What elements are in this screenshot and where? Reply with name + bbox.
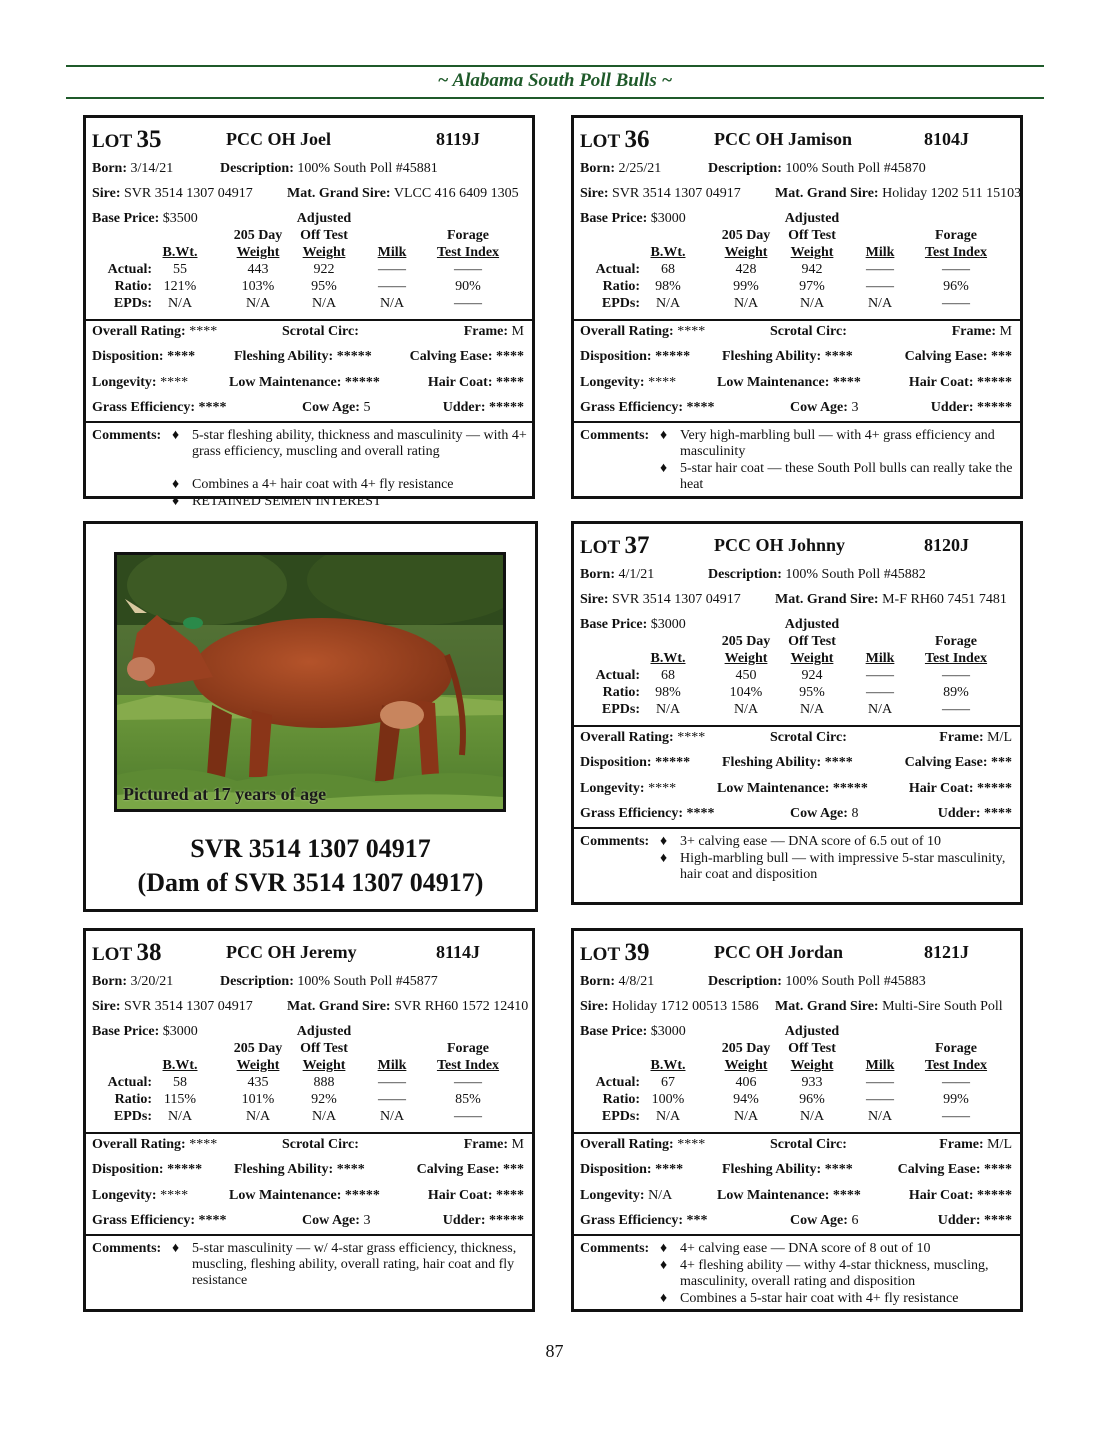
bull-name: PCC OH Jamison — [714, 129, 853, 149]
table-cell: —— — [866, 1075, 894, 1090]
low-maintenance: Low Maintenance: ***** — [229, 375, 380, 390]
table-cell: —— — [378, 1092, 406, 1107]
fleshing-ability: Fleshing Ability: ***** — [234, 349, 372, 364]
table-cell: N/A — [799, 1109, 825, 1124]
table-cell: N/A — [733, 1109, 759, 1124]
table-cell: 98% — [655, 279, 681, 294]
table-cell: 942 — [801, 262, 823, 277]
lot-header — [580, 526, 1014, 558]
table-cell: —— — [454, 262, 482, 277]
frame: Frame: M/L — [939, 1137, 1012, 1152]
table-cell: N/A — [379, 1109, 405, 1124]
disposition: Disposition: ***** — [580, 349, 691, 364]
comment-text: 4+ fleshing ability — withy 4-star thickness, muscling, masculinity, overall rating and disposition — [680, 1258, 989, 1289]
longevity: Longevity: **** — [580, 375, 677, 390]
disposition: Disposition: **** — [580, 1162, 684, 1177]
table-cell: 95% — [799, 685, 825, 700]
low-maintenance: Low Maintenance: ***** — [717, 781, 868, 796]
lot-header — [92, 933, 526, 965]
lot-number: LOT 35 — [92, 126, 162, 153]
table-cell: —— — [454, 1075, 482, 1090]
lot-number: LOT 38 — [92, 939, 162, 966]
longevity: Longevity: **** — [580, 781, 677, 796]
diamond-bullet-icon: ♦ — [660, 851, 668, 866]
table-cell: 94% — [733, 1092, 759, 1107]
overall-rating: Overall Rating: **** — [92, 1137, 218, 1152]
table-cell: N/A — [379, 296, 405, 311]
longevity: Longevity: **** — [92, 1188, 189, 1203]
lot-number: LOT 39 — [580, 939, 650, 966]
table-cell: 96% — [943, 279, 969, 294]
table-cell: —— — [378, 262, 406, 277]
sire-row: Sire: SVR 3514 1307 04917 Mat. Grand Sire: Holiday 1202 511 15103 — [580, 186, 1022, 201]
born-row: Born: 2/25/21 Description: 100% South Poll #45870 — [580, 161, 926, 176]
table-cell: N/A — [799, 296, 825, 311]
table-cell: 103% — [241, 279, 275, 294]
table-cell: 115% — [163, 1092, 197, 1107]
cow-age: Cow Age: 5 — [302, 400, 371, 415]
table-cell: 97% — [799, 279, 825, 294]
comment-text: 5-star fleshing ability, thickness and masculinity — with 4+ grass efficiency, muscling and overall rating — [192, 428, 527, 459]
comment-text: Combines a 4+ hair coat with 4+ fly resistance — [192, 477, 454, 492]
fleshing-ability: Fleshing Ability: **** — [722, 1162, 853, 1177]
table-cell: 443 — [247, 262, 269, 277]
cow-image — [117, 555, 503, 809]
diamond-bullet-icon: ♦ — [660, 1291, 668, 1306]
table-cell: N/A — [245, 296, 271, 311]
table-cell: 90% — [455, 279, 481, 294]
comment-text: 5-star masculinity — w/ 4-star grass efficiency, thickness, muscling, fleshing ability, overall rating, hair coat and fly resistance — [192, 1241, 517, 1288]
grass-efficiency: Grass Efficiency: **** — [92, 1213, 227, 1228]
sire-row: Sire: SVR 3514 1307 04917 Mat. Grand Sire: VLCC 416 6409 1305 — [92, 186, 519, 201]
lot-card: LOT 35 PCC OH Joel 8119J Born: 3/14/21 Description: 100% South Poll #45881 Sire: SVR 3514 1307 04917 Mat. Grand Sire: VLCC 416 6409 1305 Base Price: $3500 Adjusted 205 Day Off Test Forage B.Wt. Weight Weight Milk Test Index Actual: Ratio: EPDs: 55 443 922 —— —— 121% 103% 95% —— 90% N/A N/A N/A N/A —— Overall Rating: **** Scrotal Circ: Frame: M Disposition: **** Fleshing Ability: ***** Calving Ease: **** Longevity: **** Low Maintenance: ***** Hair Coat: **** Grass Efficiency: **** Cow Age: 5 Udder: ***** Comments: ♦ 5-star fleshing ability, thickness and masculinity — with 4+ grass efficiency, muscling and overall rating ♦ Combines a 4+ hair coat with 4+ fly resistance ♦ RETAINED SEMEN INTEREST — [83, 115, 535, 499]
table-cell: N/A — [655, 702, 681, 717]
scrotal-circ: Scrotal Circ: — [770, 1137, 847, 1152]
table-cell: 99% — [733, 279, 759, 294]
table-cell: 67 — [661, 1075, 675, 1090]
table-cell: 85% — [455, 1092, 481, 1107]
udder: Udder: ***** — [442, 400, 524, 415]
base-price-row: Base Price: $3000 — [580, 211, 686, 226]
table-cell: N/A — [733, 296, 759, 311]
born-row: Born: 3/20/21 Description: 100% South Poll #45877 — [92, 974, 438, 989]
divider — [574, 725, 1020, 727]
diamond-bullet-icon: ♦ — [660, 834, 668, 849]
divider — [574, 1132, 1020, 1134]
bull-name: PCC OH Jordan — [714, 942, 844, 962]
overall-rating: Overall Rating: **** — [580, 1137, 706, 1152]
calving-ease: Calving Ease: **** — [897, 1162, 1012, 1177]
diamond-bullet-icon: ♦ — [172, 428, 180, 443]
scrotal-circ: Scrotal Circ: — [282, 324, 359, 339]
table-cell: 121% — [163, 279, 197, 294]
table-cell: 101% — [241, 1092, 275, 1107]
fleshing-ability: Fleshing Ability: **** — [722, 349, 853, 364]
divider — [574, 1234, 1020, 1236]
bull-name: PCC OH Joel — [226, 129, 331, 149]
grass-efficiency: Grass Efficiency: **** — [580, 806, 715, 821]
table-cell: N/A — [245, 1109, 271, 1124]
table-cell: N/A — [167, 1109, 193, 1124]
table-cell: —— — [942, 262, 970, 277]
frame: Frame: M — [463, 324, 524, 339]
table-cell: —— — [866, 685, 894, 700]
hair-coat: Hair Coat: **** — [427, 1188, 524, 1203]
fleshing-ability: Fleshing Ability: **** — [234, 1162, 365, 1177]
lot-card: LOT 39 PCC OH Jordan 8121J Born: 4/8/21 Description: 100% South Poll #45883 Sire: Holiday 1712 00513 1586 Mat. Grand Sire: Multi-Sire South Poll Base Price: $3000 Adjusted 205 Day Off Test Forage B.Wt. Weight Weight Milk Test Index Actual: Ratio: EPDs: 67 406 933 —— —— 100% 94% 96% —— 99% N/A N/A N/A N/A —— Overall Rating: **** Scrotal Circ: Frame: M/L Disposition: **** Fleshing Ability: **** Calving Ease: **** Longevity: N/A Low Maintenance: **** Hair Coat: ***** Grass Efficiency: *** Cow Age: 6 Udder: **** Comments: ♦ 4+ calving ease — DNA score of 8 out of 10 ♦ 4+ fleshing ability — withy 4-star thickness, muscling, masculinity, overall rating and disposition ♦ Combines a 5-star hair coat with 4+ fly resistance — [571, 928, 1023, 1312]
table-cell: —— — [942, 668, 970, 683]
hair-coat: Hair Coat: **** — [427, 375, 524, 390]
table-cell: N/A — [167, 296, 193, 311]
low-maintenance: Low Maintenance: **** — [717, 1188, 861, 1203]
hair-coat: Hair Coat: ***** — [908, 375, 1012, 390]
cow-age: Cow Age: 6 — [790, 1213, 859, 1228]
diamond-bullet-icon: ♦ — [660, 461, 668, 476]
bull-tag: 8121J — [924, 942, 969, 962]
table-cell: —— — [378, 1075, 406, 1090]
lot-card: LOT 38 PCC OH Jeremy 8114J Born: 3/20/21 Description: 100% South Poll #45877 Sire: SVR 3514 1307 04917 Mat. Grand Sire: SVR RH60 1572 12410 Base Price: $3000 Adjusted 205 Day Off Test Forage B.Wt. Weight Weight Milk Test Index Actual: Ratio: EPDs: 58 435 888 —— —— 115% 101% 92% —— 85% N/A N/A N/A N/A —— Overall Rating: **** Scrotal Circ: Frame: M Disposition: ***** Fleshing Ability: **** Calving Ease: *** Longevity: **** Low Maintenance: ***** Hair Coat: **** Grass Efficiency: **** Cow Age: 3 Udder: ***** Comments: ♦ 5-star masculinity — w/ 4-star grass efficiency, thickness, muscling, fleshing ability, overall rating, hair coat and fly resistance — [83, 928, 535, 1312]
lot-header — [92, 120, 526, 152]
lot-number: LOT 36 — [580, 126, 650, 153]
comment-text: 5-star hair coat — these South Poll bulls can really take the heat — [680, 461, 1013, 492]
udder: Udder: ***** — [442, 1213, 524, 1228]
table-cell: —— — [942, 296, 970, 311]
table-cell: —— — [454, 296, 482, 311]
diamond-bullet-icon: ♦ — [172, 477, 180, 492]
table-cell: 68 — [661, 262, 675, 277]
diamond-bullet-icon: ♦ — [660, 1241, 668, 1256]
table-cell: 96% — [799, 1092, 825, 1107]
longevity: Longevity: N/A — [580, 1188, 673, 1203]
table-cell: 89% — [943, 685, 969, 700]
table-cell: 100% — [651, 1092, 685, 1107]
table-cell: N/A — [311, 296, 337, 311]
diamond-bullet-icon: ♦ — [172, 494, 180, 509]
table-cell: —— — [866, 262, 894, 277]
base-price-row: Base Price: $3000 — [580, 617, 686, 632]
table-cell: 58 — [173, 1075, 187, 1090]
longevity: Longevity: **** — [92, 375, 189, 390]
table-cell: —— — [866, 279, 894, 294]
fleshing-ability: Fleshing Ability: **** — [722, 755, 853, 770]
base-price-row: Base Price: $3000 — [580, 1024, 686, 1039]
table-cell: 924 — [801, 668, 823, 683]
divider — [86, 421, 532, 423]
table-cell: 55 — [173, 262, 187, 277]
table-cell: N/A — [655, 1109, 681, 1124]
comment-text: 3+ calving ease — DNA score of 6.5 out of 10 — [680, 834, 942, 849]
sire-row: Sire: Holiday 1712 00513 1586 Mat. Grand Sire: Multi-Sire South Poll — [580, 999, 1003, 1014]
page-title: ~ Alabama South Poll Bulls ~ — [437, 70, 673, 91]
divider — [86, 319, 532, 321]
frame: Frame: M — [463, 1137, 524, 1152]
bull-name: PCC OH Jeremy — [226, 942, 357, 962]
table-cell: 99% — [943, 1092, 969, 1107]
disposition: Disposition: ***** — [92, 1162, 203, 1177]
diamond-bullet-icon: ♦ — [660, 1258, 668, 1273]
udder: Udder: **** — [937, 1213, 1012, 1228]
comment-text: 4+ calving ease — DNA score of 8 out of 10 — [680, 1241, 931, 1256]
sire-row: Sire: SVR 3514 1307 04917 Mat. Grand Sire: SVR RH60 1572 12410 — [92, 999, 529, 1014]
table-cell: 92% — [311, 1092, 337, 1107]
diamond-bullet-icon: ♦ — [660, 428, 668, 443]
comment-text: Combines a 5-star hair coat with 4+ fly resistance — [680, 1291, 959, 1306]
bull-tag: 8120J — [924, 535, 969, 555]
table-cell: 428 — [735, 262, 757, 277]
table-cell: —— — [866, 668, 894, 683]
bull-tag: 8104J — [924, 129, 969, 149]
hair-coat: Hair Coat: ***** — [908, 781, 1012, 796]
table-cell: —— — [866, 1092, 894, 1107]
lot-header — [580, 120, 1014, 152]
table-cell: N/A — [867, 1109, 893, 1124]
scrotal-circ: Scrotal Circ: — [770, 324, 847, 339]
table-cell: 450 — [735, 668, 757, 683]
scrotal-circ: Scrotal Circ: — [282, 1137, 359, 1152]
overall-rating: Overall Rating: **** — [92, 324, 218, 339]
divider — [86, 1234, 532, 1236]
calving-ease: Calving Ease: **** — [409, 349, 524, 364]
disposition: Disposition: ***** — [580, 755, 691, 770]
table-cell: N/A — [311, 1109, 337, 1124]
lot-number: LOT 37 — [580, 532, 650, 559]
cow-age: Cow Age: 3 — [302, 1213, 371, 1228]
table-cell: —— — [942, 1075, 970, 1090]
divider — [574, 421, 1020, 423]
grass-efficiency: Grass Efficiency: **** — [580, 400, 715, 415]
featured-dam-box — [83, 521, 538, 912]
table-cell: —— — [378, 279, 406, 294]
table-cell: 95% — [311, 279, 337, 294]
scrotal-circ: Scrotal Circ: — [770, 730, 847, 745]
diamond-bullet-icon: ♦ — [172, 1241, 180, 1256]
table-cell: —— — [942, 702, 970, 717]
table-cell: 933 — [801, 1075, 823, 1090]
table-cell: 98% — [655, 685, 681, 700]
table-cell: N/A — [655, 296, 681, 311]
frame: Frame: M — [951, 324, 1012, 339]
calving-ease: Calving Ease: *** — [904, 755, 1012, 770]
cow-age: Cow Age: 3 — [790, 400, 859, 415]
overall-rating: Overall Rating: **** — [580, 730, 706, 745]
table-cell: 888 — [313, 1075, 335, 1090]
lot-card: LOT 36 PCC OH Jamison 8104J Born: 2/25/21 Description: 100% South Poll #45870 Sire: SVR 3514 1307 04917 Mat. Grand Sire: Holiday 1202 511 15103 Base Price: $3000 Adjusted 205 Day Off Test Forage B.Wt. Weight Weight Milk Test Index Actual: Ratio: EPDs: 68 428 942 —— —— 98% 99% 97% —— 96% N/A N/A N/A N/A —— Overall Rating: **** Scrotal Circ: Frame: M Disposition: ***** Fleshing Ability: **** Calving Ease: *** Longevity: **** Low Maintenance: **** Hair Coat: ***** Grass Efficiency: **** Cow Age: 3 Udder: ***** Comments: ♦ Very high-marbling bull — with 4+ grass efficiency and masculinity ♦ 5-star hair coat — these South Poll bulls can really take the heat — [571, 115, 1023, 499]
calving-ease: Calving Ease: *** — [904, 349, 1012, 364]
page-number: 87 — [545, 1341, 564, 1361]
disposition: Disposition: **** — [92, 349, 196, 364]
cow-age: Cow Age: 8 — [790, 806, 859, 821]
base-price-row: Base Price: $3500 — [92, 211, 198, 226]
table-cell: 68 — [661, 668, 675, 683]
grass-efficiency: Grass Efficiency: **** — [92, 400, 227, 415]
table-cell: 922 — [313, 262, 335, 277]
header-rule-bottom — [66, 97, 1044, 99]
dam-subtitle: (Dam of SVR 3514 1307 04917) — [137, 868, 484, 897]
table-cell: 406 — [735, 1075, 757, 1090]
low-maintenance: Low Maintenance: **** — [717, 375, 861, 390]
lot-header — [580, 933, 1014, 965]
divider — [574, 827, 1020, 829]
bull-tag: 8119J — [436, 129, 481, 149]
comment-text: RETAINED SEMEN INTEREST — [192, 494, 382, 509]
cow-photo — [114, 552, 506, 812]
sire-row: Sire: SVR 3514 1307 04917 Mat. Grand Sire: M-F RH60 7451 7481 — [580, 592, 1007, 607]
header-rule-top — [66, 65, 1044, 67]
table-cell: —— — [454, 1109, 482, 1124]
table-cell: —— — [942, 1109, 970, 1124]
table-cell: 104% — [729, 685, 763, 700]
hair-coat: Hair Coat: ***** — [908, 1188, 1012, 1203]
table-cell: N/A — [867, 296, 893, 311]
udder: Udder: **** — [937, 806, 1012, 821]
comment-text: Very high-marbling bull — with 4+ grass efficiency and masculinity — [680, 428, 995, 459]
udder: Udder: ***** — [930, 400, 1012, 415]
low-maintenance: Low Maintenance: ***** — [229, 1188, 380, 1203]
lot-card: LOT 37 PCC OH Johnny 8120J Born: 4/1/21 Description: 100% South Poll #45882 Sire: SVR 3514 1307 04917 Mat. Grand Sire: M-F RH60 7451 7481 Base Price: $3000 Adjusted 205 Day Off Test Forage B.Wt. Weight Weight Milk Test Index Actual: Ratio: EPDs: 68 450 924 —— —— 98% 104% 95% —— 89% N/A N/A N/A N/A —— Overall Rating: **** Scrotal Circ: Frame: M/L Disposition: ***** Fleshing Ability: **** Calving Ease: *** Longevity: **** Low Maintenance: ***** Hair Coat: ***** Grass Efficiency: **** Cow Age: 8 Udder: **** Comments: ♦ 3+ calving ease — DNA score of 6.5 out of 10 ♦ High-marbling bull — with impressive 5-star masculinity, hair coat and disposition — [571, 521, 1023, 905]
divider — [574, 319, 1020, 321]
grass-efficiency: Grass Efficiency: *** — [580, 1213, 708, 1228]
table-cell: N/A — [867, 702, 893, 717]
divider — [86, 1132, 532, 1134]
frame: Frame: M/L — [939, 730, 1012, 745]
photo-caption: Pictured at 17 years of age — [123, 784, 327, 804]
bull-name: PCC OH Johnny — [714, 535, 846, 555]
born-row: Born: 4/1/21 Description: 100% South Poll #45882 — [580, 567, 926, 582]
table-cell: N/A — [799, 702, 825, 717]
calving-ease: Calving Ease: *** — [416, 1162, 524, 1177]
bull-tag: 8114J — [436, 942, 481, 962]
base-price-row: Base Price: $3000 — [92, 1024, 198, 1039]
born-row: Born: 4/8/21 Description: 100% South Poll #45883 — [580, 974, 926, 989]
dam-registration: SVR 3514 1307 04917 — [190, 834, 431, 863]
table-cell: N/A — [733, 702, 759, 717]
overall-rating: Overall Rating: **** — [580, 324, 706, 339]
born-row: Born: 3/14/21 Description: 100% South Poll #45881 — [92, 161, 438, 176]
table-cell: 435 — [247, 1075, 269, 1090]
comment-text: High-marbling bull — with impressive 5-star masculinity, hair coat and disposition — [680, 851, 1006, 882]
